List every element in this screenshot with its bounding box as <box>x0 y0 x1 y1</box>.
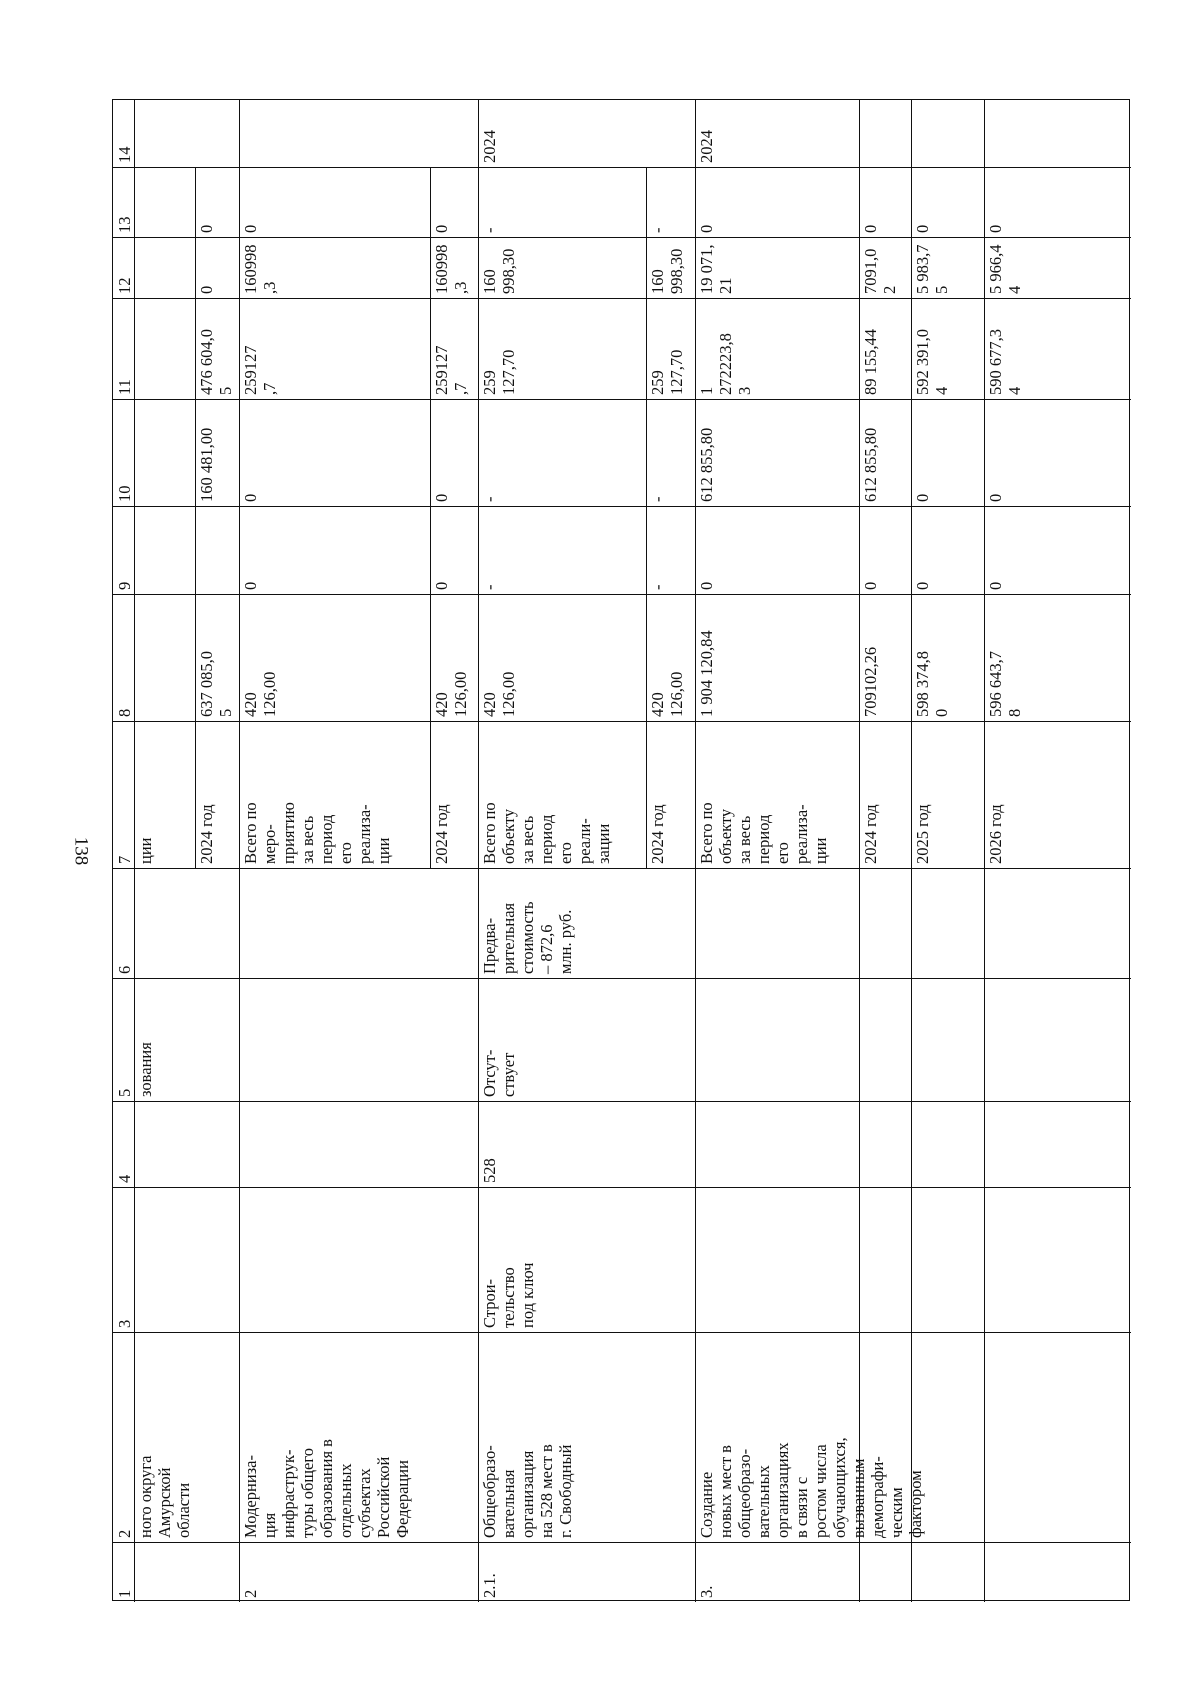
row-8-col-10-text: 612 855,80 <box>861 427 880 502</box>
row-6-col-8 <box>646 594 695 721</box>
column-number-4-text: 4 <box>115 1174 134 1183</box>
row-6-col-7 <box>646 721 695 868</box>
page-number: 138 <box>70 836 91 866</box>
row-2-col-7 <box>195 721 239 868</box>
row-9-col-7 <box>911 721 984 868</box>
row-6-col-9 <box>646 506 695 594</box>
row-1-col-2 <box>134 1332 195 1542</box>
row-4-col-11-text: 259127 ,7 <box>432 345 470 395</box>
row-4-col-7-text: 2024 год <box>432 804 451 864</box>
row-3-col-7-text: Всего по меро- приятию за весь период его реализа- ции <box>241 802 393 864</box>
row-9-col-10 <box>911 399 984 506</box>
row-8-col-11-text: 89 155,44 <box>861 329 880 395</box>
column-number-11-text: 11 <box>115 379 134 395</box>
row-4-col-13-text: 0 <box>432 224 451 233</box>
row-2-col-12 <box>195 237 239 298</box>
row-8-col-13 <box>859 167 911 237</box>
row-5-col-11 <box>478 298 646 399</box>
row-5-col-5-text: Отсут- ствует <box>480 1049 518 1097</box>
row-6-col-11 <box>646 298 695 399</box>
row-7-col-7 <box>695 721 859 868</box>
row-5-col-8 <box>478 594 646 721</box>
row-5-col-13-text: - <box>480 227 499 233</box>
row-9-col-12-text: 5 983,7 5 <box>913 244 951 294</box>
row-2-col-13 <box>195 167 239 237</box>
row-10-col-13 <box>984 167 1131 237</box>
row-6-col-9-text: - <box>648 584 667 590</box>
row-5-col-4-text: 528 <box>480 1158 499 1183</box>
row-9-col-8-text: 598 374,8 0 <box>913 651 951 717</box>
row-4-col-9 <box>430 506 478 594</box>
column-number-14 <box>113 100 134 167</box>
budget-table <box>112 99 1130 1601</box>
row-7-col-11 <box>695 298 859 399</box>
row-8-col-13-text: 0 <box>861 224 880 233</box>
row-5-col-14-text: 2024 <box>480 130 499 163</box>
row-2-col-7-text: 2024 год <box>197 804 216 864</box>
row-4-col-12-text: 160998 ,3 <box>432 244 470 294</box>
row-5-col-5 <box>478 978 646 1101</box>
column-number-9-text: 9 <box>115 581 134 590</box>
row-5-col-3 <box>478 1187 646 1332</box>
row-9-col-9 <box>911 506 984 594</box>
row-7-col-9 <box>695 506 859 594</box>
column-number-13-text: 13 <box>115 216 134 233</box>
row-6-col-12 <box>646 237 695 298</box>
row-4-col-7 <box>430 721 478 868</box>
row-3-col-10 <box>239 399 430 506</box>
column-number-3 <box>113 1187 134 1332</box>
row-8-col-8-text: 709102,26 <box>861 646 880 717</box>
row-2-col-8 <box>195 594 239 721</box>
row-4-col-8-text: 420 126,00 <box>432 671 470 717</box>
row-7-col-10-text: 612 855,80 <box>697 427 716 502</box>
row-5-col-8-text: 420 126,00 <box>480 671 518 717</box>
row-3-col-8-text: 420 126,00 <box>241 671 279 717</box>
row-10-col-12 <box>984 237 1131 298</box>
row-2-col-11-text: 476 604,0 5 <box>197 329 235 395</box>
row-7-col-11-text: 1 272223,8 3 <box>697 333 754 395</box>
row-10-col-12-text: 5 966,4 4 <box>986 244 1024 294</box>
row-9-col-10-text: 0 <box>913 493 932 502</box>
row-6-col-10-text: - <box>648 496 667 502</box>
row-2-col-10-text: 160 481,00 <box>197 427 216 502</box>
row-7-col-1-text: 3. <box>697 1585 716 1598</box>
column-number-12-text: 12 <box>115 277 134 294</box>
column-number-8 <box>113 594 134 721</box>
row-2-col-13-text: 0 <box>197 224 216 233</box>
row-3-col-12 <box>239 237 430 298</box>
row-7-col-10 <box>695 399 859 506</box>
row-6-col-11-text: 259 127,70 <box>648 349 686 395</box>
column-number-4 <box>113 1101 134 1187</box>
row-5-col-1 <box>478 1542 646 1602</box>
row-2-col-8-text: 637 085,0 5 <box>197 651 235 717</box>
row-3-col-11-text: 259127 ,7 <box>241 345 279 395</box>
row-1-col-5 <box>134 978 195 1101</box>
row-5-col-4 <box>478 1101 646 1187</box>
row-7-col-14-text: 2024 <box>697 130 716 163</box>
row-10-col-9 <box>984 506 1131 594</box>
row-10-col-13-text: 0 <box>986 224 1005 233</box>
row-4-col-8 <box>430 594 478 721</box>
row-1-col-7-text: ции <box>136 837 155 864</box>
row-7-col-12-text: 19 071, 21 <box>697 244 735 294</box>
column-number-12 <box>113 237 134 298</box>
row-5-col-2 <box>478 1332 646 1542</box>
row-9-col-7-text: 2025 год <box>913 804 932 864</box>
column-number-7-text: 7 <box>115 855 134 864</box>
row-8-col-12 <box>859 237 911 298</box>
column-number-1 <box>113 1542 134 1602</box>
row-3-col-12-text: 160998 ,3 <box>241 244 279 294</box>
row-5-col-11-text: 259 127,70 <box>480 349 518 395</box>
row-1-col-5-text: зования <box>136 1042 155 1097</box>
row-4-col-13 <box>430 167 478 237</box>
row-3-col-11 <box>239 298 430 399</box>
row-2-col-11 <box>195 298 239 399</box>
row-9-col-8 <box>911 594 984 721</box>
row-7-col-8 <box>695 594 859 721</box>
row-5-col-2-text: Общеобразо- вательная организация на 528 мест в г. Свободный <box>480 1444 575 1538</box>
row-8-col-7-text: 2024 год <box>861 804 880 864</box>
row-7-col-2-text: Создание новых мест в общеобразо- вательных организациях в связи с ростом числа обучающихся, вызванным демографи- ческим фактором <box>697 1437 925 1538</box>
row-6-col-13-text: - <box>648 227 667 233</box>
column-number-10-text: 10 <box>115 485 134 502</box>
row-2-col-10 <box>195 399 239 506</box>
column-number-10 <box>113 399 134 506</box>
row-9-col-13-text: 0 <box>913 224 932 233</box>
row-3-col-9-text: 0 <box>241 581 260 590</box>
row-5-col-13 <box>478 167 646 237</box>
row-5-col-6 <box>478 868 646 978</box>
row-1-col-2-text: ного округа Амурской области <box>136 1455 193 1538</box>
row-4-col-12 <box>430 237 478 298</box>
row-7-col-8-text: 1 904 120,84 <box>697 630 716 717</box>
row-3-col-10-text: 0 <box>241 493 260 502</box>
column-number-14-text: 14 <box>115 146 134 163</box>
row-3-col-7 <box>239 721 430 868</box>
row-9-col-12 <box>911 237 984 298</box>
column-number-11 <box>113 298 134 399</box>
row-9-col-11 <box>911 298 984 399</box>
row-7-col-7-text: Всего по объекту за весь период его реализа- ции <box>697 802 830 864</box>
row-6-col-10 <box>646 399 695 506</box>
row-6-col-12-text: 160 998,30 <box>648 248 686 294</box>
row-3-col-13-text: 0 <box>241 224 260 233</box>
row-8-col-11 <box>859 298 911 399</box>
row-10-col-7 <box>984 721 1131 868</box>
row-3-col-13 <box>239 167 430 237</box>
row-8-col-9 <box>859 506 911 594</box>
row-10-col-7-text: 2026 год <box>986 804 1005 864</box>
column-number-6-text: 6 <box>115 965 134 974</box>
row-10-col-8-text: 596 643,7 8 <box>986 651 1024 717</box>
row-3-col-9 <box>239 506 430 594</box>
row-5-col-3-text: Строи- тельство под ключ <box>480 1262 537 1328</box>
row-7-col-9-text: 0 <box>697 581 716 590</box>
row-1-col-7 <box>134 721 195 868</box>
row-10-col-11-text: 590 677,3 4 <box>986 329 1024 395</box>
column-number-2 <box>113 1332 134 1542</box>
row-9-col-9-text: 0 <box>913 581 932 590</box>
row-5-col-12-text: 160 998,30 <box>480 248 518 294</box>
row-5-col-9-text: - <box>480 584 499 590</box>
row-5-col-14 <box>478 100 646 167</box>
row-4-col-10-text: 0 <box>432 493 451 502</box>
column-number-3-text: 3 <box>115 1319 134 1328</box>
row-5-col-7 <box>478 721 646 868</box>
row-5-col-10 <box>478 399 646 506</box>
row-4-col-9-text: 0 <box>432 581 451 590</box>
row-8-col-8 <box>859 594 911 721</box>
row-4-col-10 <box>430 399 478 506</box>
column-number-13 <box>113 167 134 237</box>
row-6-col-7-text: 2024 год <box>648 804 667 864</box>
row-7-col-1 <box>695 1542 859 1602</box>
column-number-5 <box>113 978 134 1101</box>
row-3-col-2-text: Модерниза- ция инфраструк- туры общего образования в отдельных субъектах Российской Федерации <box>241 1439 412 1538</box>
row-8-col-9-text: 0 <box>861 581 880 590</box>
row-5-col-12 <box>478 237 646 298</box>
row-10-col-10 <box>984 399 1131 506</box>
column-number-6 <box>113 868 134 978</box>
column-number-5-text: 5 <box>115 1088 134 1097</box>
row-6-col-13 <box>646 167 695 237</box>
row-5-col-1-text: 2.1. <box>480 1573 499 1598</box>
column-number-8-text: 8 <box>115 708 134 717</box>
row-10-col-10-text: 0 <box>986 493 1005 502</box>
row-5-col-9 <box>478 506 646 594</box>
row-8-col-12-text: 7091,0 2 <box>861 248 899 294</box>
row-5-col-6-text: Предва- рительная стоимость – 872,6 млн. руб. <box>480 901 575 974</box>
row-9-col-11-text: 592 391,0 4 <box>913 329 951 395</box>
column-number-1-text: 1 <box>115 1589 134 1598</box>
row-8-col-10 <box>859 399 911 506</box>
row-10-col-11 <box>984 298 1131 399</box>
row-7-col-2 <box>695 1332 925 1542</box>
row-7-col-13 <box>695 167 859 237</box>
row-3-col-1-text: 2 <box>241 1589 260 1598</box>
row-7-col-14 <box>695 100 859 167</box>
row-3-col-8 <box>239 594 430 721</box>
row-5-col-10-text: - <box>480 496 499 502</box>
row-7-col-12 <box>695 237 859 298</box>
row-3-col-1 <box>239 1542 430 1602</box>
column-number-7 <box>113 721 134 868</box>
row-5-col-7-text: Всего по объекту за весь период его реали- зации <box>480 802 613 864</box>
row-7-col-13-text: 0 <box>697 224 716 233</box>
row-4-col-11 <box>430 298 478 399</box>
row-3-col-2 <box>239 1332 430 1542</box>
row-6-col-8-text: 420 126,00 <box>648 671 686 717</box>
row-10-col-8 <box>984 594 1131 721</box>
column-number-2-text: 2 <box>115 1529 134 1538</box>
row-10-col-9-text: 0 <box>986 581 1005 590</box>
row-8-col-7 <box>859 721 911 868</box>
row-9-col-13 <box>911 167 984 237</box>
row-2-col-12-text: 0 <box>197 285 216 294</box>
column-number-9 <box>113 506 134 594</box>
